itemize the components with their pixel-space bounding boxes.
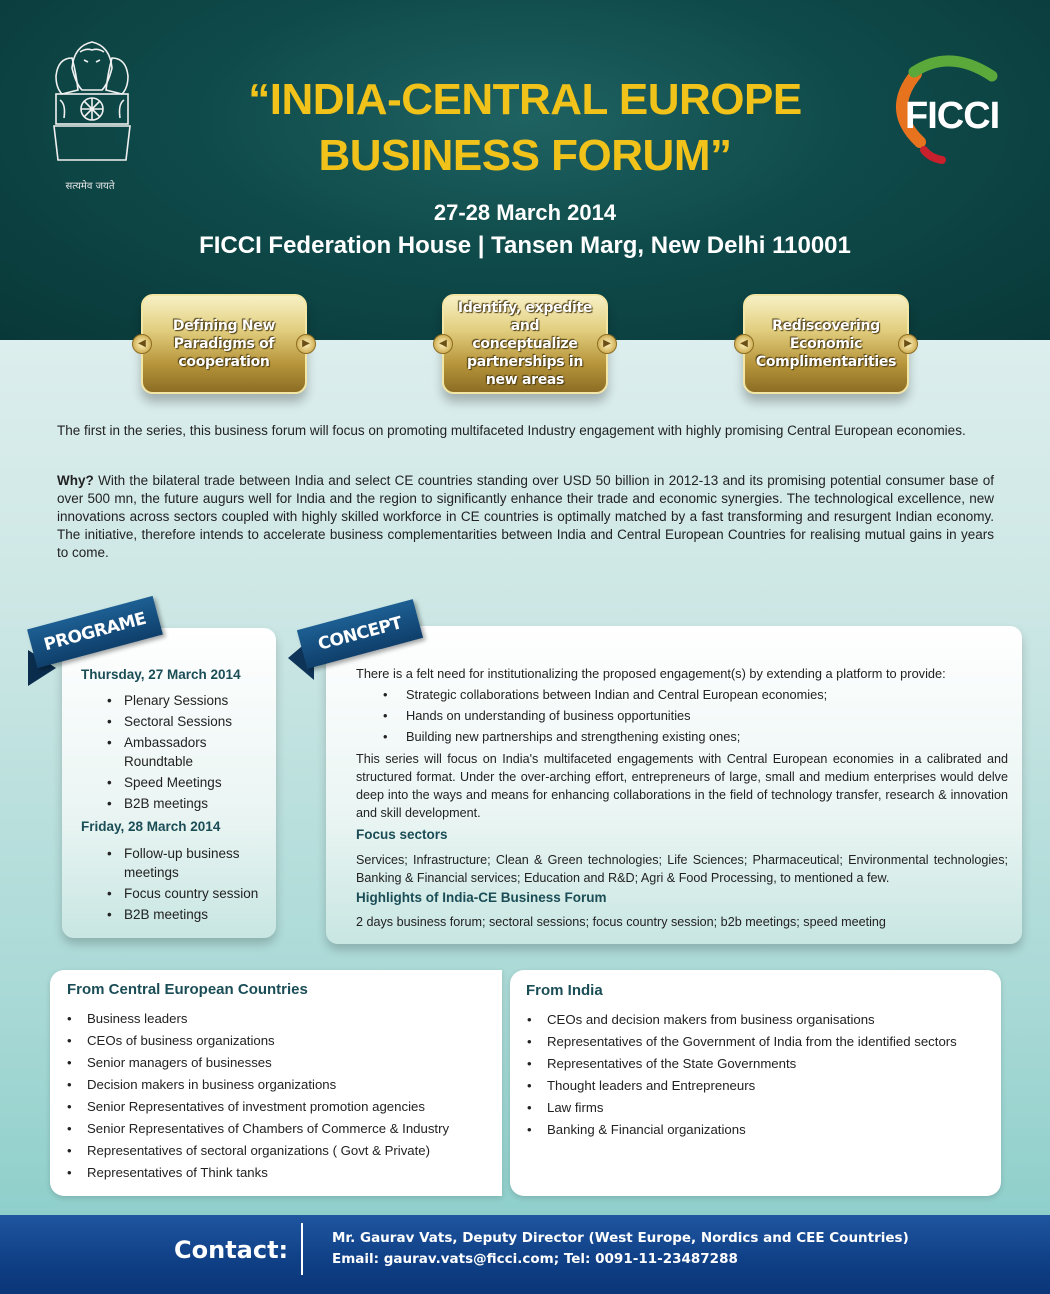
list-item: • B2B meetings — [104, 905, 264, 924]
title-line-1: “INDIA-CENTRAL EUROPE — [248, 75, 802, 124]
why-label: Why? — [57, 473, 94, 488]
day-1-heading: Thursday, 27 March 2014 — [81, 667, 241, 682]
list-item: • Senior Representatives of investment promotion agencies — [66, 1096, 449, 1118]
focus-sectors-heading: Focus sectors — [356, 827, 448, 842]
participants-india-heading: From India — [526, 982, 603, 999]
day-1-list — [104, 691, 264, 815]
list-item: • Representatives of Think tanks — [66, 1162, 449, 1184]
chevron-right-icon: ▶ — [296, 334, 316, 354]
list-item: • Senior Representatives of Chambers of Commerce & Industry — [66, 1118, 449, 1140]
emblem-motto: सत्यमेव जयते — [65, 181, 115, 192]
list-item: • CEOs of business organizations — [66, 1030, 449, 1052]
concept-lead: There is a felt need for institutionalizing the proposed engagement(s) by extending a platform to provide: — [356, 666, 946, 681]
why-paragraph — [57, 472, 994, 562]
concept-ribbon: CONCEPT — [297, 599, 423, 669]
list-item: • Representatives of the State Governments — [526, 1053, 957, 1075]
chevron-left-icon: ◀ — [132, 334, 152, 354]
list-item: • Representatives of sectoral organizations ( Govt & Private) — [66, 1140, 449, 1162]
participants-ce-heading: From Central European Countries — [67, 981, 308, 998]
list-item: • Law firms — [526, 1097, 957, 1119]
list-item: • Follow-up business meetings — [104, 844, 244, 882]
ficci-logo-text: FICCI — [905, 95, 1000, 137]
theme-badge-label: Identify, expedite and conceptualize partnerships in new areas — [457, 300, 593, 388]
list-item: • Hands on understanding of business opportunities — [380, 705, 827, 726]
theme-badge-2 — [439, 294, 611, 394]
theme-badge-label: Defining New Paradigms of cooperation — [172, 318, 276, 370]
theme-badge-1 — [138, 294, 310, 394]
concept-list — [380, 684, 827, 747]
highlights-heading: Highlights of India-CE Business Forum — [356, 890, 607, 905]
chevron-right-icon: ▶ — [597, 334, 617, 354]
intro-paragraph: The first in the series, this business forum will focus on promoting multifaceted Industry engagement with highly promising Central European economies. — [57, 423, 966, 438]
list-item: • Thought leaders and Entrepreneurs — [526, 1075, 957, 1097]
event-venue: FICCI Federation House | Tansen Marg, New Delhi 110001 — [199, 232, 851, 259]
list-item: • Speed Meetings — [104, 773, 264, 792]
list-item: • Business leaders — [66, 1008, 449, 1030]
list-item: • Strategic collaborations between Indian and Central European economies; — [380, 684, 827, 705]
concept-paragraph: This series will focus on India's multifaceted engagements with Central European economies in a calibrated and structured format. Under the over-arching effort, entrepreneurs of large, small and medium enterprises would delve deep into the ways and means for enhancing collaborations in the field of technology transfer, research & innovation and skill development. — [356, 752, 1008, 820]
list-item: • Focus country session — [104, 884, 264, 903]
list-item: • Decision makers in business organizations — [66, 1074, 449, 1096]
highlights-text: 2 days business forum; sectoral sessions; focus country session; b2b meetings; speed meeting — [356, 915, 886, 929]
theme-badge-3 — [740, 294, 912, 394]
contact-details[interactable]: Email: gaurav.vats@ficci.com; Tel: 0091-11-23487288 — [332, 1251, 738, 1267]
list-item: • Building new partnerships and strengthening existing ones; — [380, 726, 827, 747]
list-item: • Representatives of the Government of India from the identified sectors — [526, 1031, 957, 1053]
theme-badge-label: Rediscovering Economic Complimentarities — [755, 318, 897, 370]
chevron-left-icon: ◀ — [734, 334, 754, 354]
list-item: • B2B meetings — [104, 794, 264, 813]
page-title — [200, 72, 850, 184]
contact-divider — [301, 1223, 303, 1275]
day-2-list — [104, 844, 264, 926]
why-text: With the bilateral trade between India and select CE countries standing over USD 50 billion in 2012-13 and its promising potential consumer base of over 500 mn, the future augurs well for India and the region to significantly enhance their trade and economic synergies. The technological excellence, new innovations across sectors coupled with highly skilled workforce in CE countries is optimally matched by a fast transforming and resurgent Indian economy. The initiative, therefore intends to accelerate business complementarities between India and Central European Countries for realising mutual gains in years to come. — [57, 473, 994, 560]
contact-label: Contact: — [174, 1236, 289, 1264]
national-emblem-icon — [42, 28, 142, 198]
chevron-left-icon: ◀ — [433, 334, 453, 354]
list-item: • Banking & Financial organizations — [526, 1119, 957, 1141]
chevron-right-icon: ▶ — [898, 334, 918, 354]
participants-ce-list — [66, 1008, 449, 1184]
programe-ribbon: PROGRAME — [27, 596, 163, 668]
title-line-2: BUSINESS FORUM” — [318, 131, 732, 180]
contact-person: Mr. Gaurav Vats, Deputy Director (West Europe, Nordics and CEE Countries) — [332, 1230, 909, 1246]
participants-india-list — [526, 1009, 957, 1141]
list-item: • Plenary Sessions — [104, 691, 264, 710]
focus-sectors-text: Services; Infrastructure; Clean & Green technologies; Life Sciences; Pharmaceutical; Environmental technologies; Banking & Financial services; Education and R&D; Agri & Food Processing, to mentioned a few. — [356, 853, 1008, 885]
list-item: • Sectoral Sessions — [104, 712, 264, 731]
list-item: • CEOs and decision makers from business organisations — [526, 1009, 957, 1031]
list-item: • Ambassadors Roundtable — [104, 733, 214, 771]
day-2-heading: Friday, 28 March 2014 — [81, 819, 221, 834]
event-date: 27-28 March 2014 — [433, 200, 617, 225]
list-item: • Senior managers of businesses — [66, 1052, 449, 1074]
